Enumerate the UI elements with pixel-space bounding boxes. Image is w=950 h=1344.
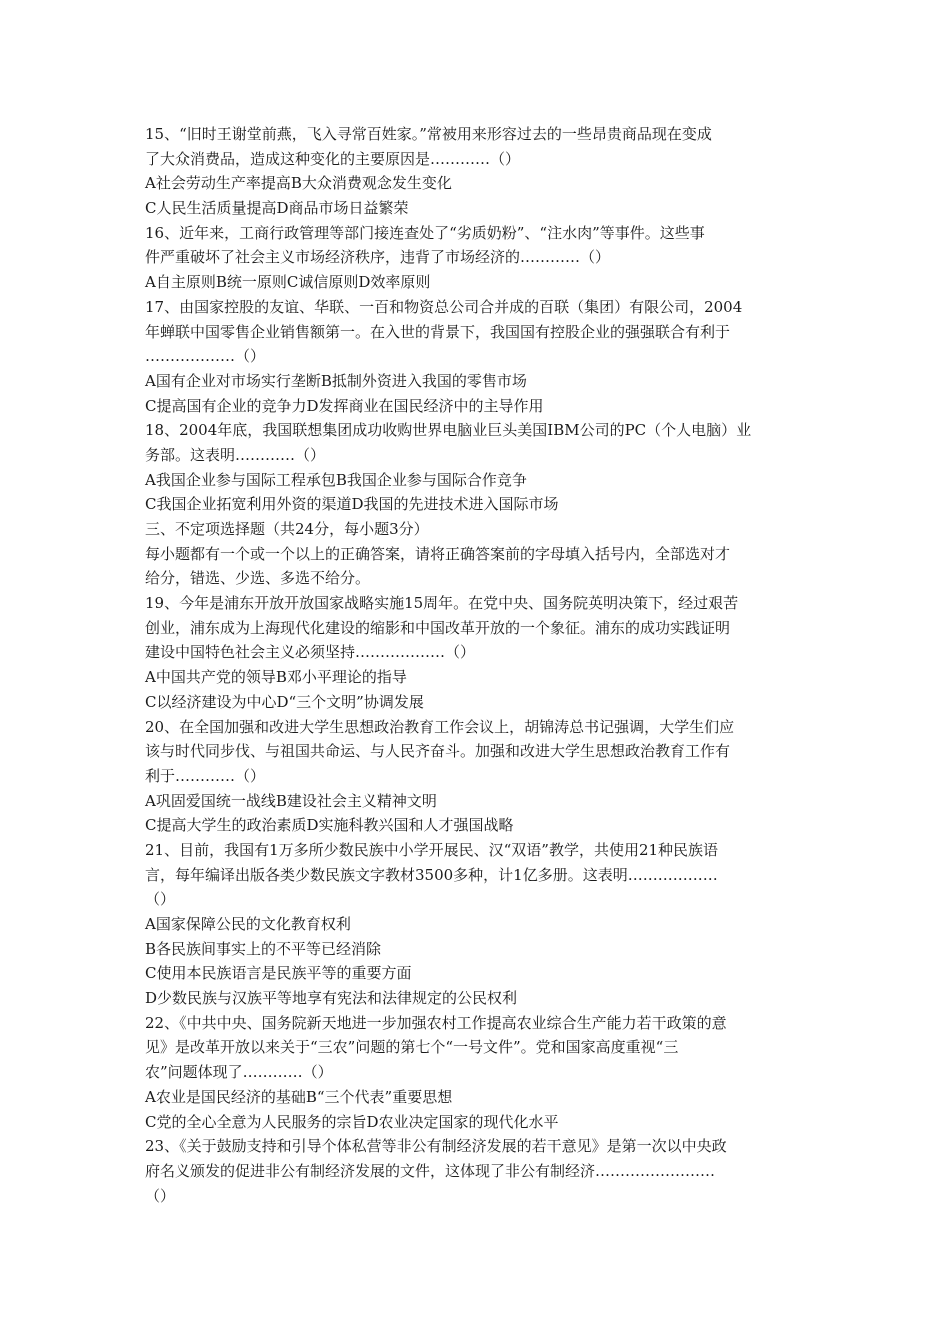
text-line: C提高大学生的政治素质D实施科教兴国和人才强国战略 [145, 816, 514, 835]
text-line: 年蝉联中国零售企业销售额第一。在入世的背景下，我国国有控股企业的强强联合有利于 [145, 322, 731, 341]
text-line: D少数民族与汉族平等地享有宪法和法律规定的公民权利 [145, 989, 518, 1008]
text-line: C党的全心全意为人民服务的宗旨D农业决定国家的现代化水平 [145, 1112, 559, 1131]
text-line: A社会劳动生产率提高B大众消费观念发生变化 [145, 174, 452, 193]
text-line: 件严重破坏了社会主义市场经济秩序，违背了市场经济的…………（） [145, 248, 611, 267]
text-line: （） [145, 1186, 176, 1205]
text-line: 18、2004年底，我国联想集团成功收购世界电脑业巨头美国IBM公司的PC（个人电脑）业 [145, 421, 752, 440]
text-line: 言，每年编译出版各类少数民族文字教材3500多种，计1亿多册。这表明……………… [145, 865, 718, 884]
text-line: A国家保障公民的文化教育权利 [145, 915, 351, 933]
text-line: A国有企业对市场实行垄断B抵制外资进入我国的零售市场 [145, 371, 527, 390]
text-line: 府名义颁发的促进非公有制经济发展的文件，这体现了非公有制经济…………………… [145, 1161, 716, 1180]
text-line: 见》是改革开放以来关于“三农”问题的第七个“一号文件”。党和国家高度重视“三 [145, 1038, 679, 1057]
text-line: 23、《关于鼓励支持和引导个体私营等非公有制经济发展的若干意见》是第一次以中央政 [145, 1137, 727, 1156]
text-line: C提高国有企业的竞争力D发挥商业在国民经济中的主导作用 [145, 396, 544, 415]
text-line: C以经济建设为中心D“三个文明”协调发展 [145, 692, 424, 711]
text-line: 每小题都有一个或一个以上的正确答案，请将正确答案前的字母填入括号内，全部选对才 [145, 544, 731, 563]
section-heading: 三、不定项选择题（共24分，每小题3分） [145, 520, 429, 538]
text-line: ………………（） [145, 347, 266, 366]
text-line: C我国企业拓宽利用外资的渠道D我国的先进技术进入国际市场 [145, 495, 559, 514]
text-line: A巩固爱国统一战线B建设社会主义精神文明 [145, 791, 437, 810]
text-line: （） [145, 890, 176, 909]
text-line: 务部。这表明…………（） [145, 445, 326, 464]
text-line: 17、由国家控股的友谊、华联、一百和物资总公司合并成的百联（集团）有限公司，2004 [145, 297, 743, 316]
text-line: C使用本民族语言是民族平等的重要方面 [145, 964, 412, 983]
text-line: 了大众消费品，造成这种变化的主要原因是…………（） [145, 149, 521, 168]
text-line: 给分，错选、少选、多选不给分。 [145, 569, 371, 588]
text-line: 19、今年是浦东开放开放国家战略实施15周年。在党中央、国务院英明决策下，经过艰苦 [145, 594, 739, 613]
text-line: 建设中国特色社会主义必须坚持………………（） [145, 643, 476, 662]
text-line: 16、近年来，工商行政管理等部门接连查处了“劣质奶粉”、“注水肉”等事件。这些事 [145, 223, 705, 242]
text-line: A中国共产党的领导B邓小平理论的指导 [145, 668, 407, 687]
text-line: 15、“旧时王谢堂前燕，飞入寻常百姓家。”常被用来形容过去的一些昂贵商品现在变成 [145, 125, 712, 143]
text-line: 22、《中共中央、国务院新天地进一步加强农村工作提高农业综合生产能力若干政策的意 [145, 1013, 727, 1032]
text-line: A我国企业参与国际工程承包B我国企业参与国际合作竞争 [145, 470, 527, 489]
text-line: 21、目前，我国有1万多所少数民族中小学开展民、汉“双语”教学，共使用21种民族语 [145, 840, 719, 859]
document-page [145, 122, 810, 1208]
text-line: C人民生活质量提高D商品市场日益繁荣 [145, 199, 409, 218]
text-line: B各民族间事实上的不平等已经消除 [145, 939, 382, 958]
text-line: 农”问题体现了…………（） [145, 1063, 333, 1082]
text-line: 利于…………（） [145, 766, 266, 785]
text-line: A自主原则B统一原则C诚信原则D效率原则 [145, 273, 431, 292]
text-line: A农业是国民经济的基础B“三个代表”重要思想 [145, 1087, 453, 1106]
text-line: 20、在全国加强和改进大学生思想政治教育工作会议上，胡锦涛总书记强调，大学生们应 [145, 717, 735, 736]
text-line: 该与时代同步伐、与祖国共命运、与人民齐奋斗。加强和改进大学生思想政治教育工作有 [145, 742, 731, 761]
text-line: 创业，浦东成为上海现代化建设的缩影和中国改革开放的一个象征。浦东的成功实践证明 [145, 618, 731, 637]
